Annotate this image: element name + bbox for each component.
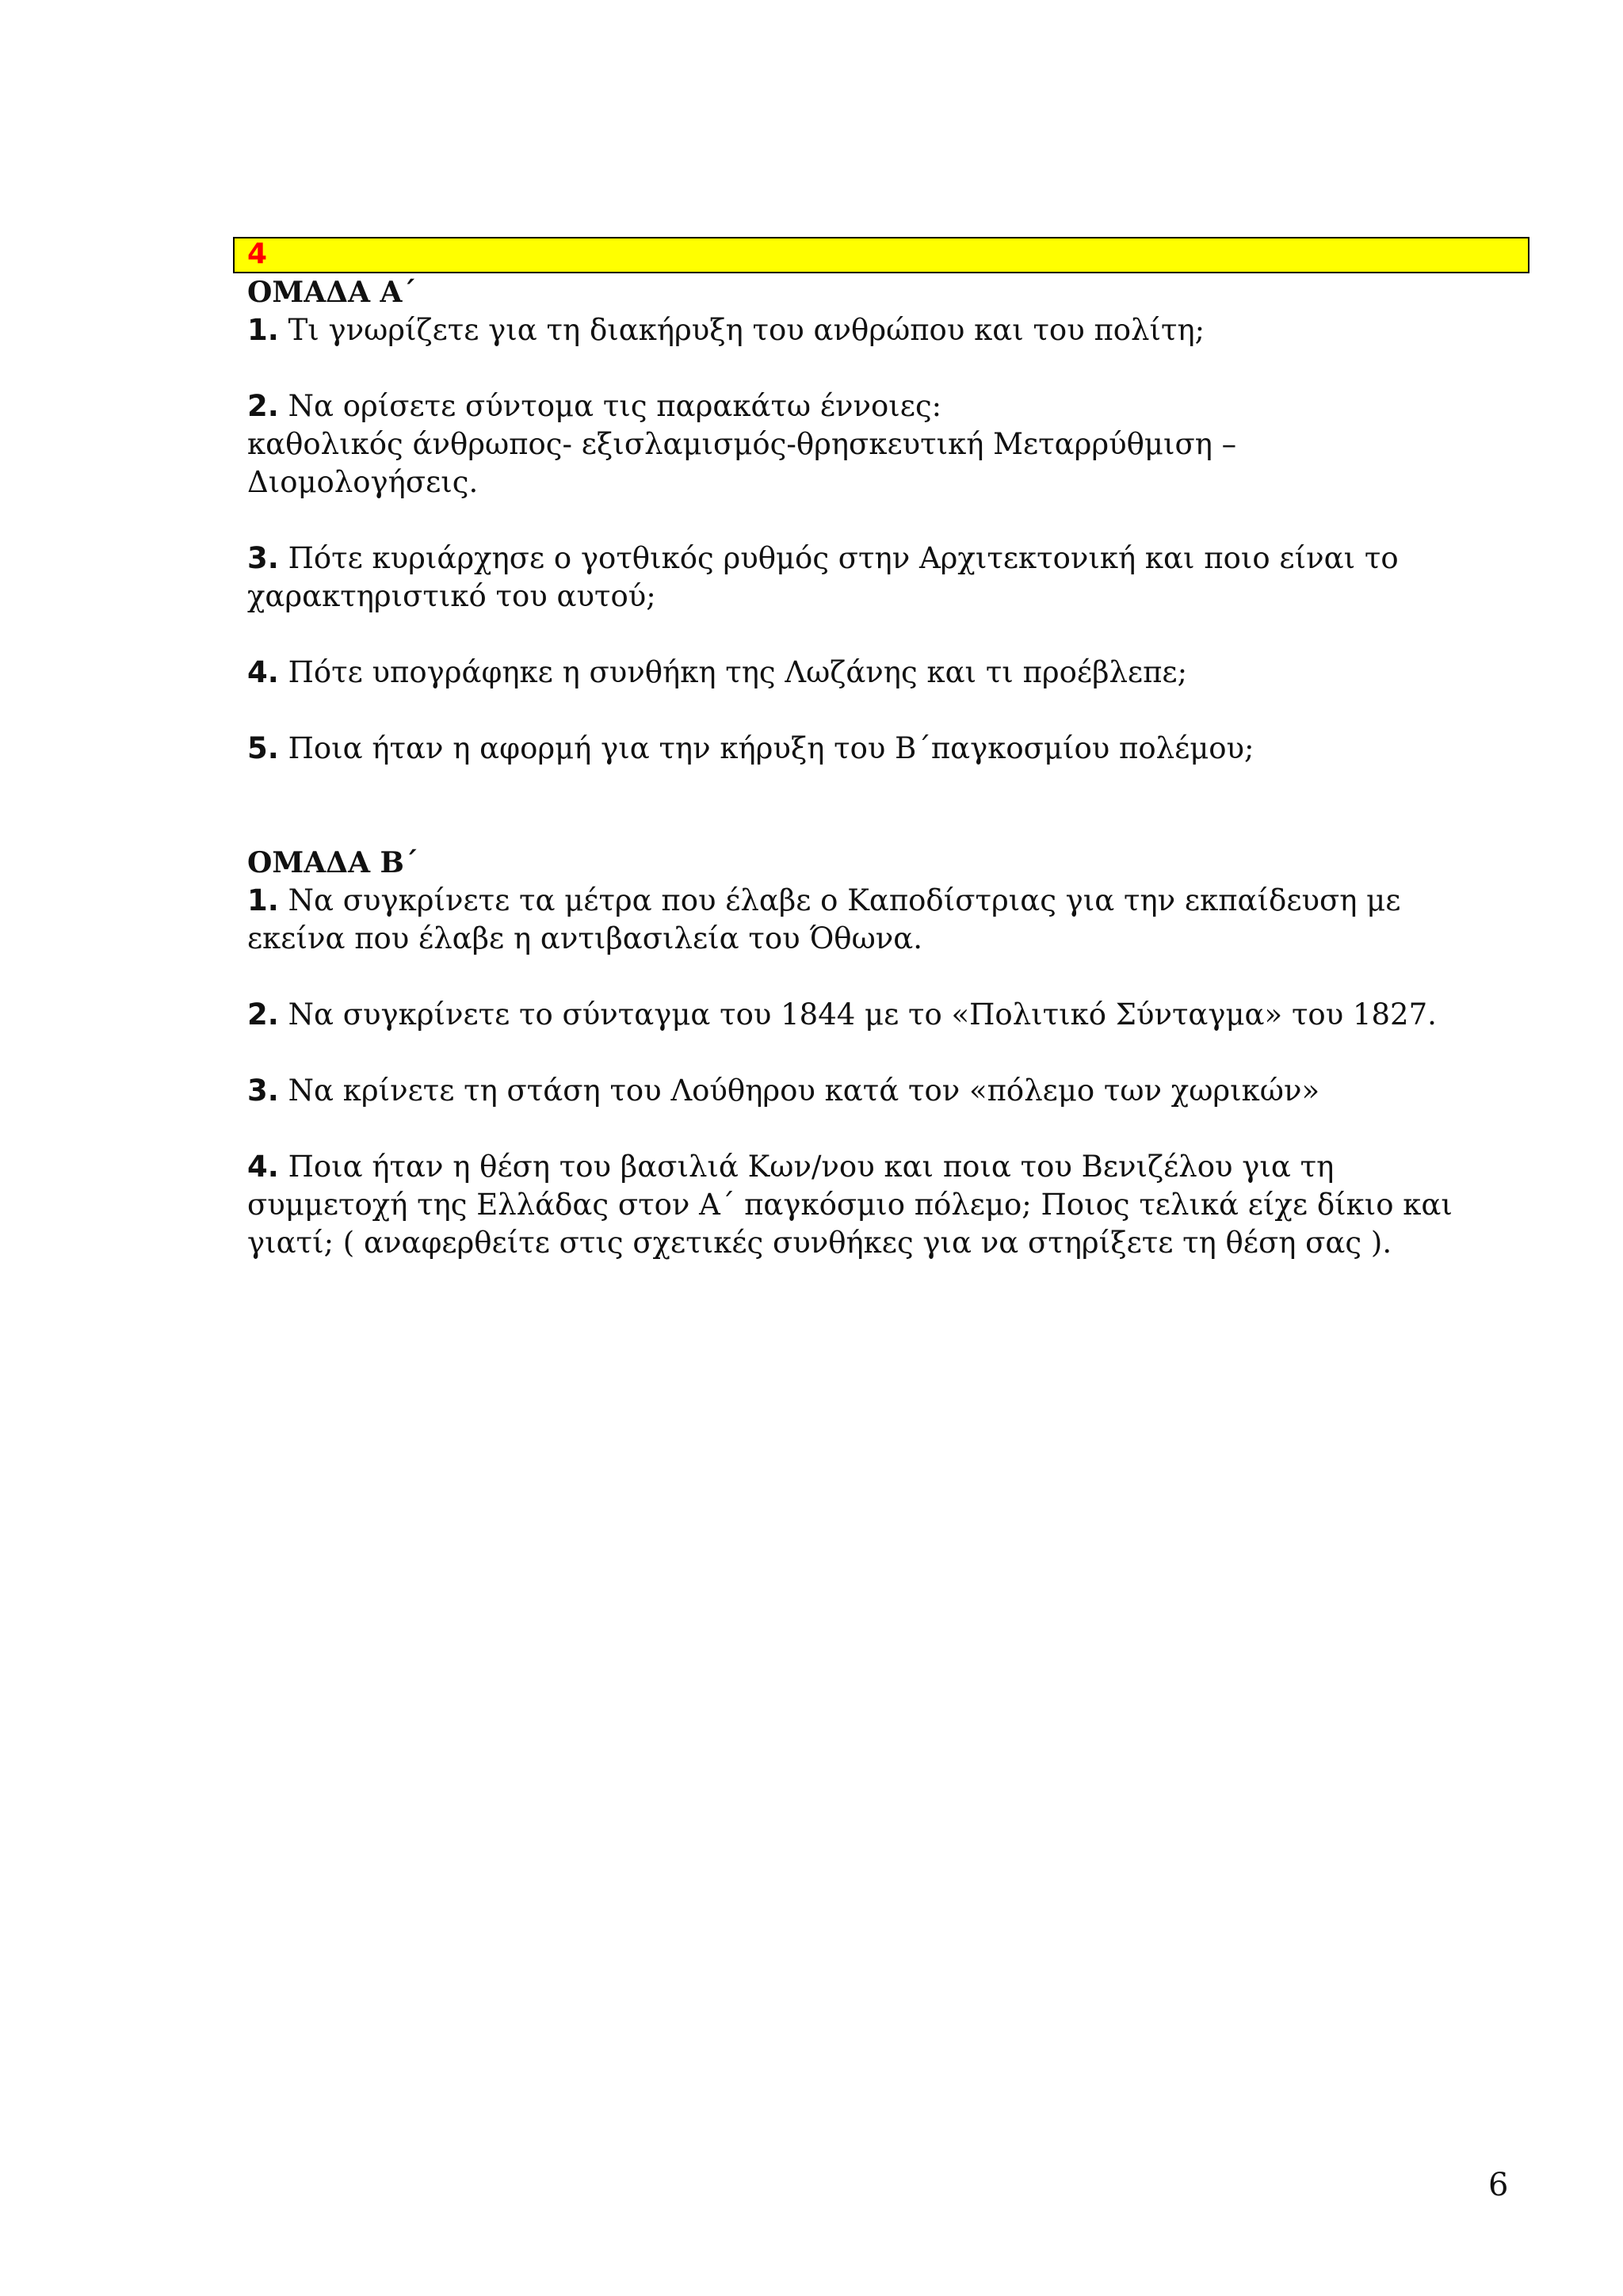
question-number: 5. — [247, 731, 279, 765]
question-number: 2. — [247, 997, 279, 1032]
question-text: Να κρίνετε τη στάση του Λούθηρου κατά τον «πόλεμο των χωρικών» — [288, 1074, 1320, 1108]
group-b-title: ΟΜΑΔΑ Β΄ — [247, 846, 418, 879]
question-text: Να ορίσετε σύντομα τις παρακάτω έννοιες: — [288, 389, 942, 423]
question-number: 3. — [247, 1074, 279, 1108]
question-number: 2. — [247, 389, 279, 423]
group-b-question-3 — [247, 1072, 1531, 1110]
question-text: Πότε κυριάρχησε ο γοτθικός ρυθμός στην Αρχιτεκτονική και ποιο είναι το — [288, 541, 1399, 575]
group-b-question-4 — [247, 1148, 1531, 1262]
question-text: Να συγκρίνετε τα μέτρα που έλαβε ο Καποδίστριας για την εκπαίδευση με — [288, 883, 1401, 917]
question-number: 3. — [247, 541, 279, 575]
question-text: Τι γνωρίζετε για τη διακήρυξη του ανθρώπου και του πολίτη; — [288, 313, 1205, 347]
question-text: Διομολογήσεις. — [247, 465, 479, 499]
question-text: Ποια ήταν η θέση του βασιλιά Κων/νου και ποια του Βενιζέλου για τη — [288, 1150, 1335, 1184]
section-header-box — [233, 237, 1529, 273]
group-b-question-2 — [247, 996, 1531, 1034]
question-text: Πότε υπογράφηκε η συνθήκη της Λωζάνης και τι προέβλεπε; — [288, 655, 1188, 689]
group-a-question-5 — [247, 730, 1531, 768]
question-number: 1. — [247, 313, 279, 347]
group-a-question-3 — [247, 540, 1531, 616]
document-content — [247, 273, 1531, 1262]
question-text: καθολικός άνθρωπος- εξισλαμισμός-θρησκευτική Μεταρρύθμιση – — [247, 427, 1237, 461]
question-number: 4. — [247, 655, 279, 689]
group-b-question-1 — [247, 882, 1531, 958]
section-number: 4 — [247, 238, 268, 270]
question-text: χαρακτηριστικό του αυτού; — [247, 579, 656, 613]
question-text: συμμετοχή της Ελλάδας στον Α΄ παγκόσμιο πόλεμο; Ποιος τελικά είχε δίκιο και — [247, 1188, 1453, 1222]
question-text: Να συγκρίνετε το σύνταγμα του 1844 με το «Πολιτικό Σύνταγμα» του 1827. — [288, 997, 1437, 1032]
page-number: 6 — [1488, 2167, 1509, 2203]
group-a-question-1 — [247, 311, 1531, 349]
group-a-question-4 — [247, 654, 1531, 692]
question-number: 4. — [247, 1150, 279, 1184]
question-text: Ποια ήταν η αφορμή για την κήρυξη του Β΄παγκοσμίου πολέμου; — [288, 731, 1254, 765]
question-text: γιατί; ( αναφερθείτε στις σχετικές συνθήκες για να στηρίξετε τη θέση σας ). — [247, 1226, 1392, 1260]
group-a-title: ΟΜΑΔΑ Α΄ — [247, 276, 417, 309]
group-a-question-2 — [247, 387, 1531, 502]
question-number: 1. — [247, 883, 279, 917]
question-text: εκείνα που έλαβε η αντιβασιλεία του Όθωνα. — [247, 921, 922, 955]
